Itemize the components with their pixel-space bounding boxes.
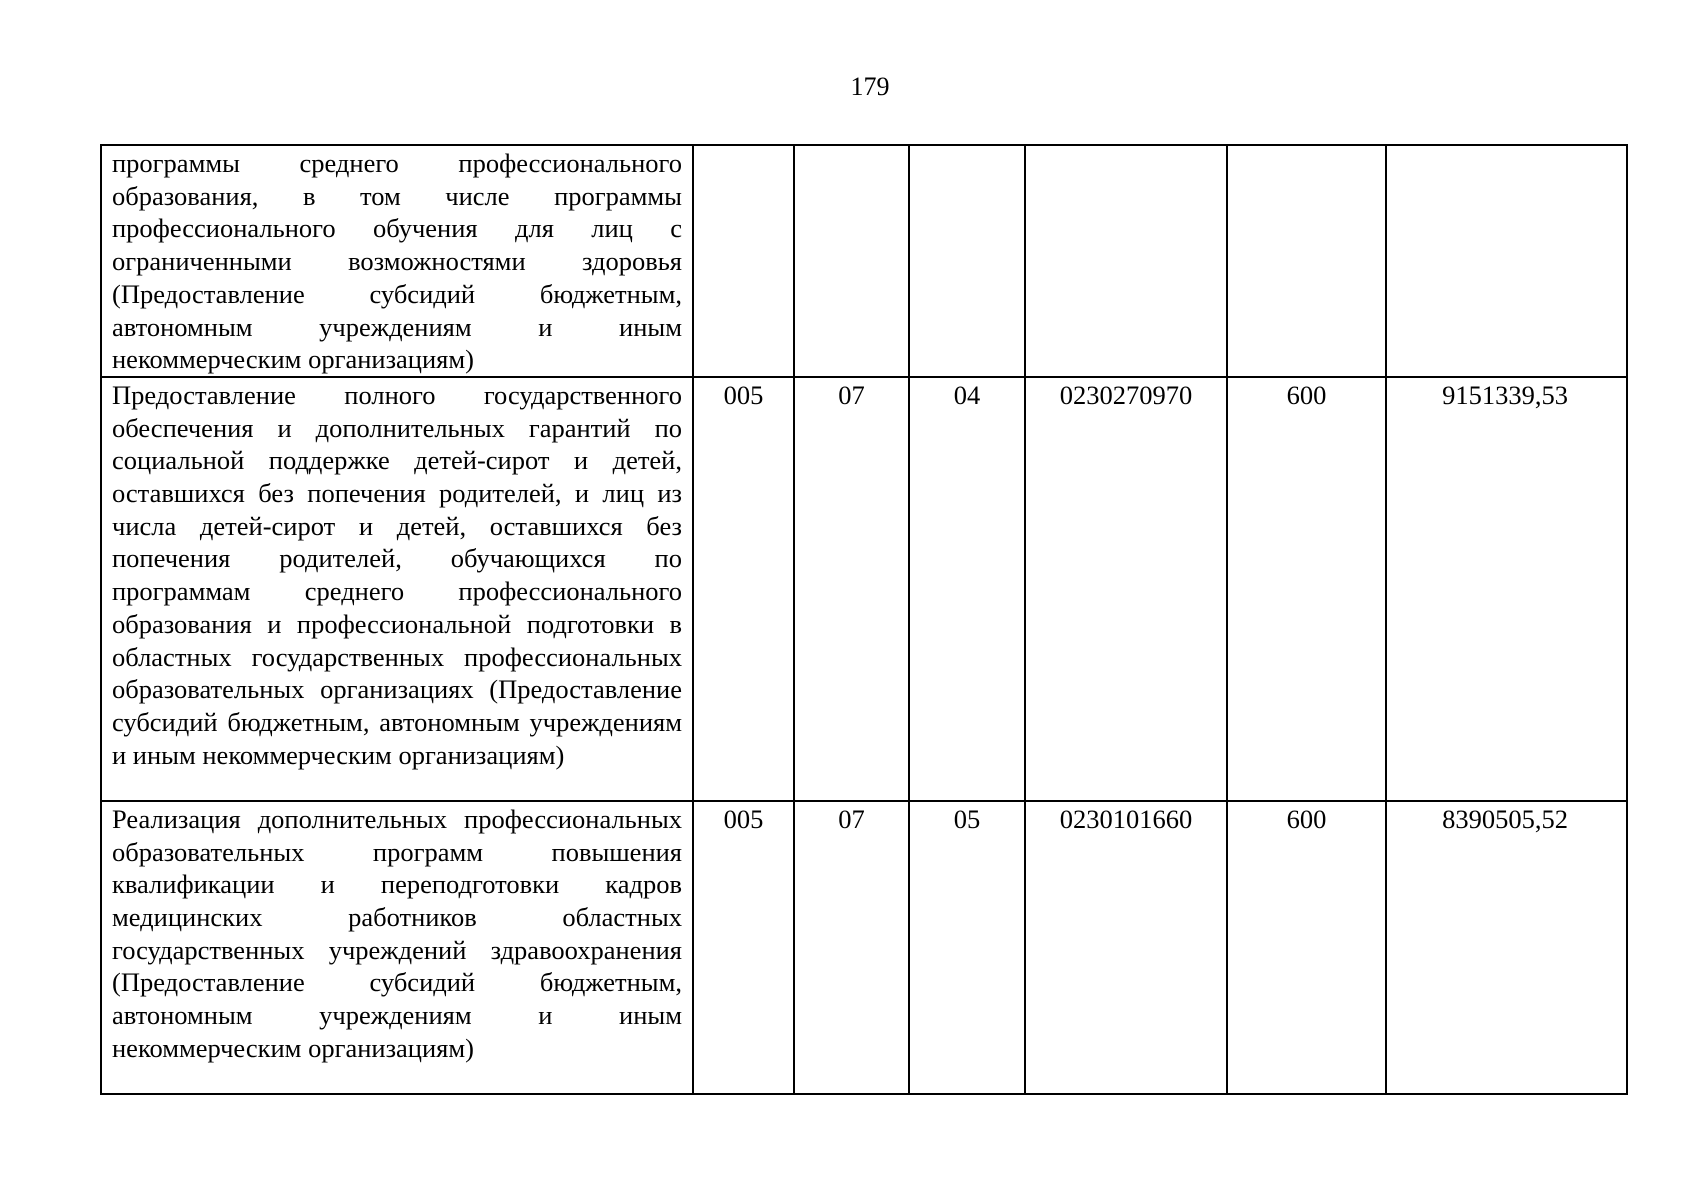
amount-cell: 8390505,52 — [1386, 801, 1627, 1094]
amount-cell — [1386, 145, 1627, 377]
row-description: Предоставление полного государственного обеспечения и дополнительных гарантий по социальной поддержке детей-сирот и детей, оставшихся без попечения родителей, и лиц из числа детей-сирот и детей, оставшихся без попечения родителей, обучающихся по программам среднего профессионального образования и профессиональной подготовки в областных государственных профессиональных образовательных организациях (Предоставление субсидий бюджетным, автономным учреждениям и иным некоммерческим организациям) — [101, 377, 693, 801]
row-description: Реализация дополнительных профессиональных образовательных программ повышения квалификации и переподготовки кадров медицинских работников областных государственных учреждений здравоохранения (Предоставление субсидий бюджетным, автономным учреждениям и иным некоммерческим организациям) — [101, 801, 693, 1094]
expense-type-cell: 600 — [1227, 801, 1386, 1094]
row-description: программы среднего профессионального образования, в том числе программы профессионального обучения для лиц с ограниченными возможностями здоровья (Предоставление субсидий бюджетным, автономным учреждениям и иным некоммерческим организациям) — [101, 145, 693, 377]
ministry-code-cell: 005 — [693, 377, 794, 801]
budget-table — [100, 144, 1628, 1095]
section-code-cell: 07 — [794, 801, 909, 1094]
subsection-code-cell: 05 — [909, 801, 1025, 1094]
section-code-cell — [794, 145, 909, 377]
subsection-code-cell: 04 — [909, 377, 1025, 801]
expense-type-cell: 600 — [1227, 377, 1386, 801]
amount-cell: 9151339,53 — [1386, 377, 1627, 801]
ministry-code-cell: 005 — [693, 801, 794, 1094]
table-row — [101, 377, 1627, 801]
page-number: 179 — [850, 72, 890, 101]
table-row — [101, 145, 1627, 377]
target-article-cell: 0230101660 — [1025, 801, 1227, 1094]
target-article-cell: 0230270970 — [1025, 377, 1227, 801]
section-code-cell: 07 — [794, 377, 909, 801]
expense-type-cell — [1227, 145, 1386, 377]
table-row — [101, 801, 1627, 1094]
ministry-code-cell — [693, 145, 794, 377]
subsection-code-cell — [909, 145, 1025, 377]
target-article-cell — [1025, 145, 1227, 377]
